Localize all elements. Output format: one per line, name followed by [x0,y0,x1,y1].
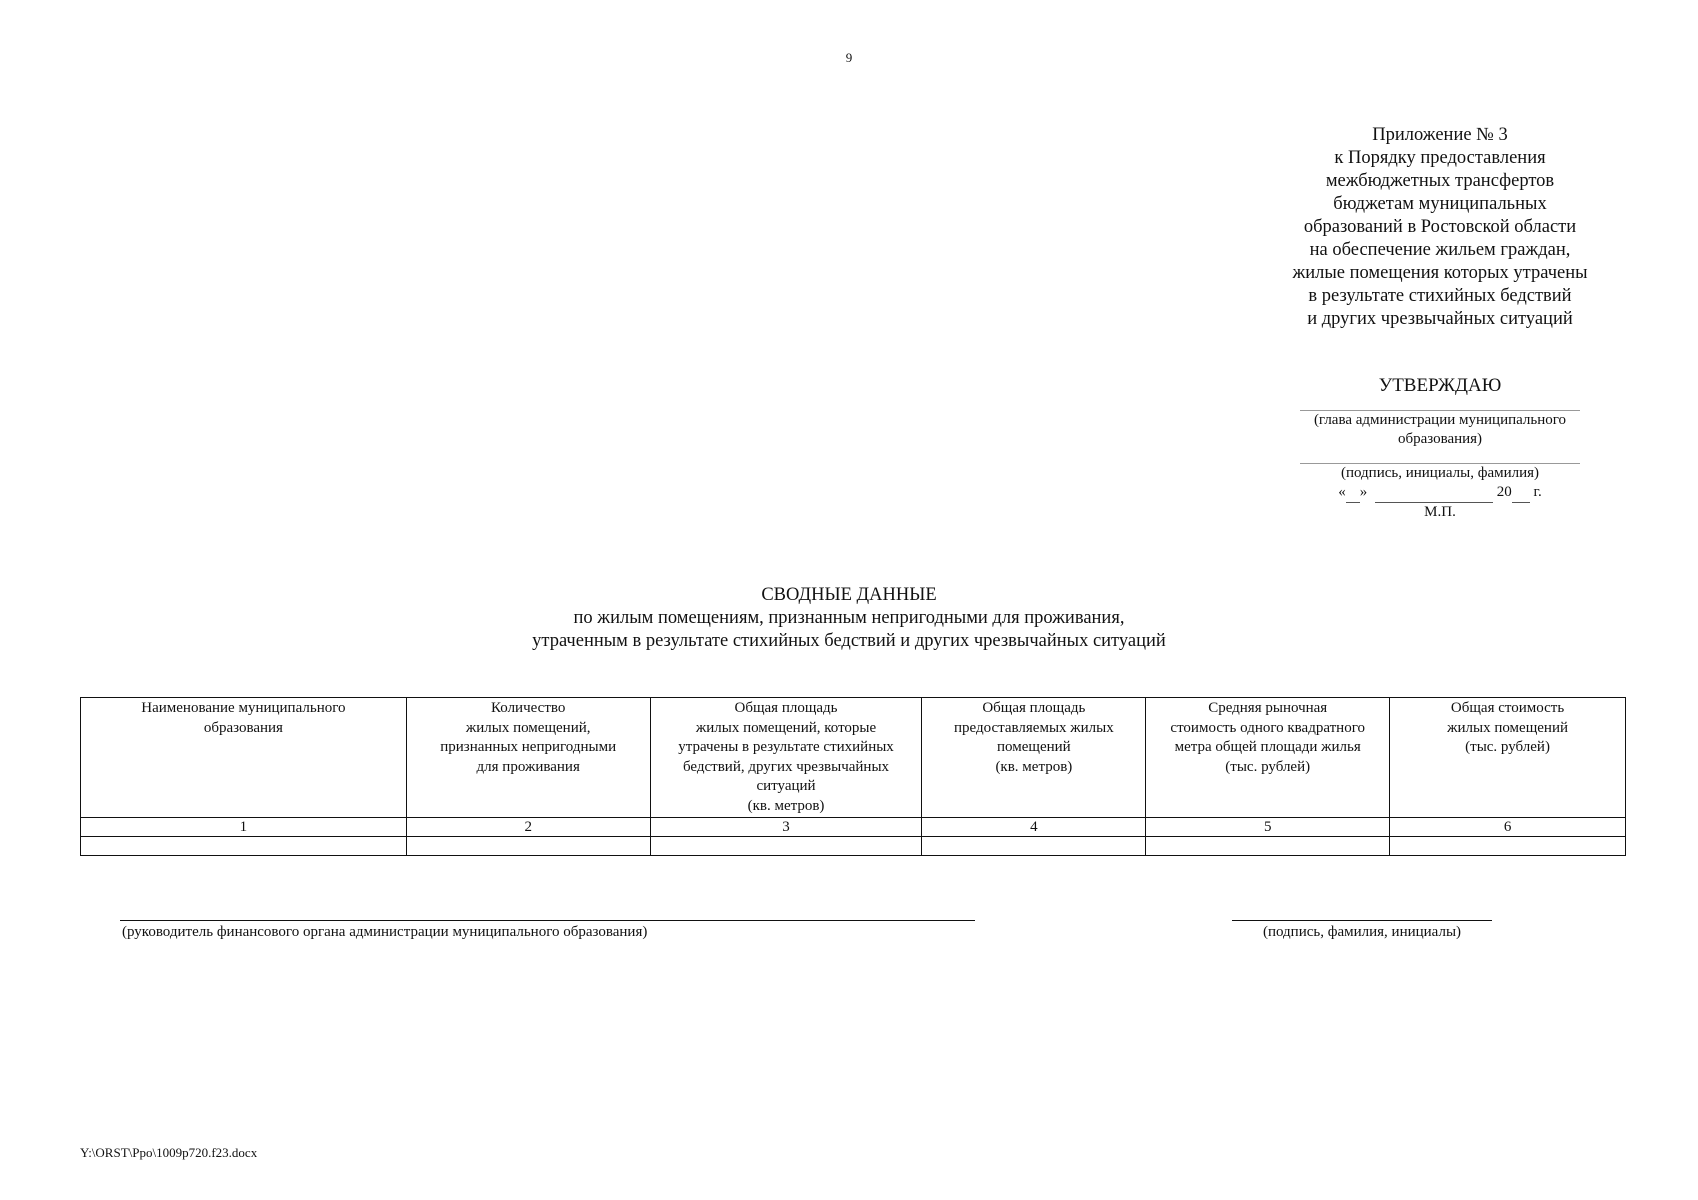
table-cell [81,837,407,856]
appendix-line: бюджетам муниципальных [1333,194,1547,214]
appendix-line: и других чрезвычайных ситуаций [1307,309,1573,329]
header-cell-total-cost: Общая стоимость жилых помещений (тыс. рублей) [1390,698,1626,818]
column-number: 4 [922,818,1146,837]
appendix-line: Приложение № 3 [1372,125,1508,145]
page-number: 9 [845,50,853,65]
approval-date [1290,483,1590,503]
finance-head-line [120,920,975,921]
header-cell-market-cost: Средняя рыночная стоимость одного квадратного метра общей площади жилья (тыс. рублей) [1146,698,1390,818]
footer-signature [1232,920,1492,941]
date-quote-close: » [1359,484,1368,500]
footer-signature-label: (подпись, фамилия, инициалы) [1262,924,1462,940]
column-number-row [81,818,1626,837]
column-number: 1 [81,818,407,837]
document-title-block [0,584,1698,653]
column-number: 6 [1390,818,1626,837]
appendix-line: межбюджетных трансфертов [1325,171,1555,191]
column-number: 3 [650,818,922,837]
document-subtitle-cont: утраченным в результате стихийных бедствий и других чрезвычайных ситуаций [532,631,1166,651]
appendix-block [1260,124,1620,331]
summary-table [80,697,1626,856]
column-number: 5 [1146,818,1390,837]
header-cell-provided-area: Общая площадь предоставляемых жилых помещений (кв. метров) [922,698,1146,818]
table-cell [406,837,650,856]
table-header-row [81,698,1626,818]
footer-signature-line [1232,920,1492,921]
table-cell [922,837,1146,856]
header-cell-count: Количество жилых помещений, признанных непригодными для проживания [406,698,650,818]
finance-head-label: (руководитель финансового органа администрации муниципального образования) [122,924,648,940]
document-title: СВОДНЫЕ ДАННЫЕ [761,585,937,605]
approval-title: УТВЕРЖДАЮ [1378,375,1502,396]
table-cell [1390,837,1626,856]
appendix-line: на обеспечение жильем граждан, [1309,240,1571,260]
column-number: 2 [406,818,650,837]
header-cell-municipality: Наименование муниципального образования [81,698,407,818]
appendix-line: в результате стихийных бедствий [1308,286,1572,306]
stamp-label: М.П. [1424,504,1456,520]
date-year: 20 [1496,484,1512,500]
signature-label: (подпись, инициалы, фамилия) [1340,465,1540,481]
year-blank [1512,483,1530,503]
appendix-line: образований в Ростовской области [1303,217,1577,237]
appendix-line: к Порядку предоставления [1334,148,1546,168]
document-subtitle: по жилым помещениям, признанным непригодными для проживания, [573,608,1125,628]
head-label: (глава администрации муниципального [1313,412,1567,428]
month-blank [1375,483,1493,503]
finance-head-signature [120,920,975,941]
appendix-line: жилые помещения которых утрачены [1292,263,1588,283]
date-suffix: г. [1533,484,1542,500]
day-blank [1346,483,1360,503]
file-path: Y:\ORST\Ppo\1009p720.f23.docx [80,1145,258,1160]
table-cell [1146,837,1390,856]
table-cell [650,837,922,856]
header-cell-lost-area: Общая площадь жилых помещений, которые утрачены в результате стихийных бедствий, других чрезвычайных ситуаций (кв. метров) [650,698,922,818]
date-quote-open: « [1338,484,1346,500]
head-label-cont: образования) [1397,431,1483,447]
approval-block [1290,374,1590,522]
table-row [81,837,1626,856]
